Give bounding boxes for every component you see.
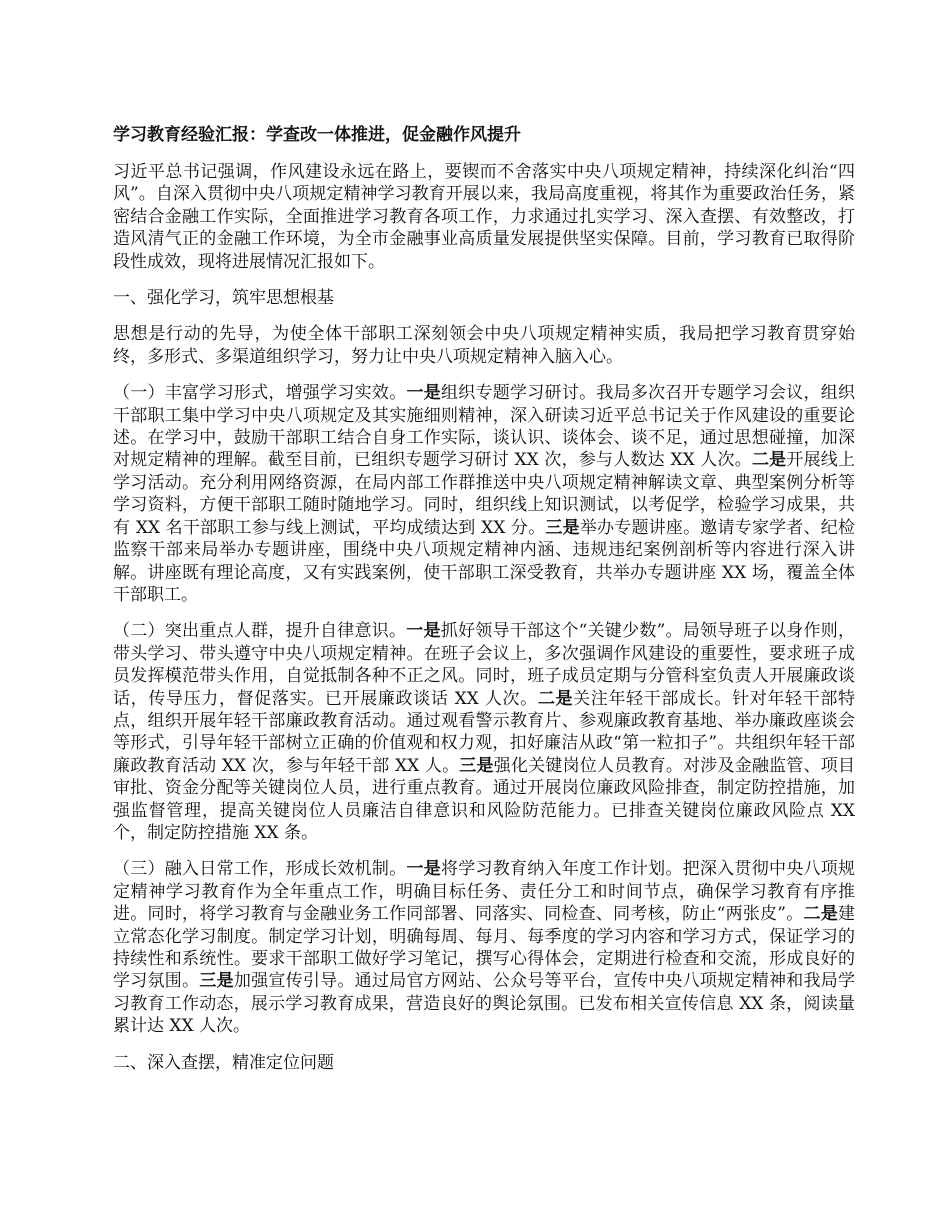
subsection-3-title: （三）融入日常工作，形成长效机制。 (113, 859, 407, 880)
point-marker: 三是 (199, 971, 234, 992)
subsection-2-title: （二）突出重点人群，提升自律意识。 (113, 621, 407, 642)
subsection-1-paragraph (113, 382, 855, 606)
document-page (113, 124, 855, 1088)
point-marker: 一是 (406, 383, 441, 404)
point-text: 组织专题学习研讨。我局多次召开专题学习会议，组织干部职工集中学习中央八项规定及其实施细则精神，深入研读习近平总书记关于作风建设的重要论述。在学习中，鼓励干部职工结合自身工作实际，谈认识、谈体会、谈不足，通过思想碰撞，加深对规定精神的理解。截至目前，已组织专题学习研讨 XX 次，参与人数达 XX 人次。 (113, 383, 856, 471)
subsection-3-paragraph (113, 858, 855, 1037)
point-text: 将学习教育纳入年度工作计划。把深入贯彻中央八项规定精神学习教育作为全年重点工作，明确目标任务、责任分工和时间节点，确保学习教育有序推进。同时，将学习教育与金融业务工作同部署、同落实、同检查、同考核，防止“两张皮”。 (113, 859, 856, 925)
section-1-lead: 思想是行动的先导，为使全体干部职工深刻领会中央八项规定精神实质，我局把学习教育贯穿始终，多形式、多渠道组织学习，努力让中央八项规定精神入脑入心。 (113, 324, 855, 367)
point-text: 强化关键岗位人员教育。对涉及金融监管、项目审批、资金分配等关键岗位人员，进行重点教育。通过开展岗位廉政风险排查，制定防控措施，加强监督管理，提高关键岗位人员廉洁自律意识和风险防范能力。已排查关键岗位廉政风险点 XX 个，制定防控措施 XX 条。 (113, 755, 856, 843)
point-marker: 二是 (751, 450, 787, 471)
section-1-heading: 一、强化学习，筑牢思想根基 (113, 288, 334, 309)
intro-paragraph: 习近平总书记强调，作风建设永远在路上，要锲而不舍落实中央八项规定精神，持续深化纠治“四风”。自深入贯彻中央八项规定精神学习教育开展以来，我局高度重视，将其作为重要政治任务，紧密结合金融工作实际，全面推进学习教育各项工作，力求通过扎实学习、深入查摆、有效整改，打造风清气正的金融工作环境，为全市金融事业高质量发展提供坚实保障。目前，学习教育已取得阶段性成效，现将进展情况汇报如下。 (113, 162, 855, 272)
point-marker: 二是 (537, 688, 574, 709)
point-text: 抓好领导干部这个“关键少数”。局领导班子以身作则，带头学习、带头遵守中央八项规定精神。在班子会议上，多次强调作风建设的重要性，要求班子成员发挥模范带头作用，自觉抵制各种不正之风。同时，班子成员定期与分管科室负责人开展廉政谈话，传导压力，督促落实。已开展廉政谈话 XX 人次。 (113, 621, 856, 709)
subsection-1-title: （一）丰富学习形式，增强学习实效。 (113, 383, 407, 404)
point-text: 开展线上学习活动。充分利用网络资源，在局内部工作群推送中央八项规定精神解读文章、典型案例分析等学习资料，方便干部职工随时随地学习。同时，组织线上知识测试，以考促学，检验学习成果，共有 XX 名干部职工参与线上测试，平均成绩达到 XX 分。 (113, 450, 856, 538)
point-marker: 三是 (459, 755, 494, 776)
document-title: 学习教育经验汇报：学查改一体推进，促金融作风提升 (113, 125, 521, 145)
subsection-2-paragraph (113, 620, 855, 844)
point-marker: 二是 (803, 904, 838, 925)
point-text: 建立常态化学习制度。制定学习计划，明确每周、每月、每季度的学习内容和学习方式，保证学习的持续性和系统性。要求干部职工做好学习笔记，撰写心得体会，定期进行检查和交流，形成良好的学习氛围。 (113, 904, 855, 992)
point-text: 加强宣传引导。通过局官方网站、公众号等平台，宣传中央八项规定精神和我局学习教育工作动态，展示学习教育成果，营造良好的舆论氛围。已发布相关宣传信息 XX 条，阅读量累计达 XX 人次。 (113, 971, 856, 1037)
section-2-heading: 二、深入查摆，精准定位问题 (113, 1052, 334, 1073)
point-marker: 一是 (406, 621, 441, 642)
point-marker: 三是 (545, 517, 580, 538)
point-text: 关注年轻干部成长。针对年轻干部特点，组织开展年轻干部廉政教育活动。通过观看警示教育片、参观廉政教育基地、举办廉政座谈会等形式，引导年轻干部树立正确的价值观和权力观，扣好廉洁从政“第一粒扣子”。共组织年轻干部廉政教育活动 XX 次，参与年轻干部 XX 人。 (113, 688, 856, 776)
point-marker: 一是 (406, 859, 441, 880)
point-text: 举办专题讲座。邀请专家学者、纪检监察干部来局举办专题讲座，围绕中央八项规定精神内涵、违规违纪案例剖析等内容进行深入讲解。讲座既有理论高度，又有实践案例，使干部职工深受教育，共举办专题讲座 XX 场，覆盖全体干部职工。 (113, 517, 856, 605)
